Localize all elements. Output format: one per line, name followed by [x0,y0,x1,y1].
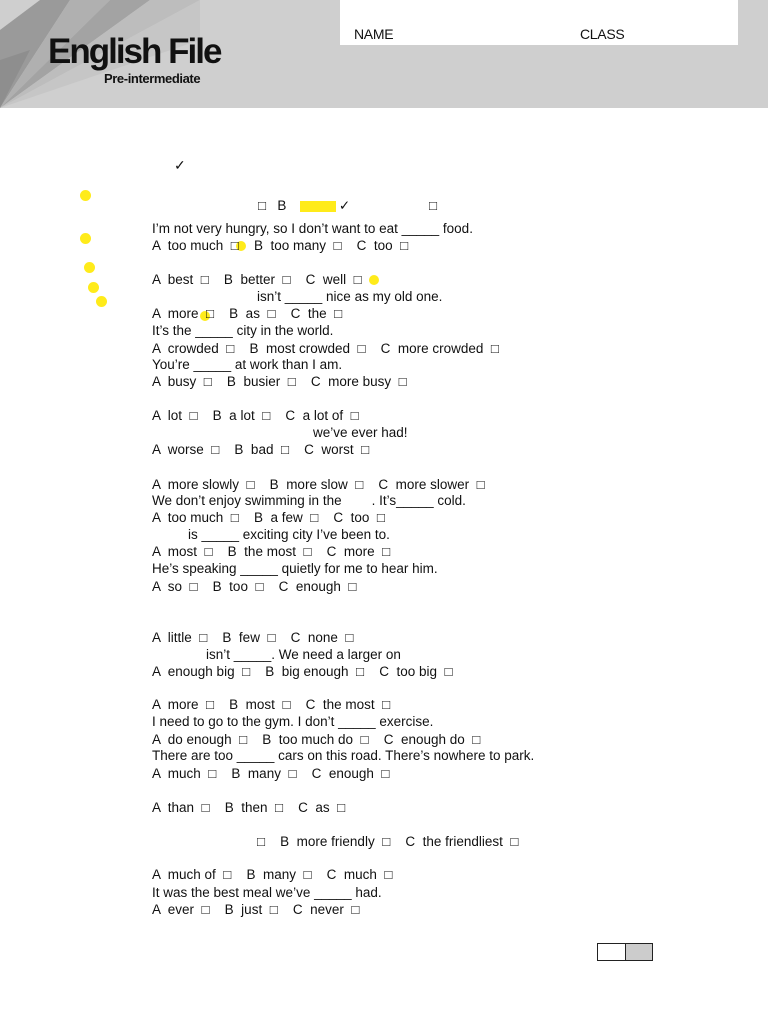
answer-options[interactable]: A lot □ B a lot □ C a lot of □ [152,408,359,423]
question-text: It’s the _____ city in the world. [152,323,334,338]
answer-options[interactable]: A crowded □ B most crowded □ C more crowded □ [152,341,500,356]
logo-subtitle: Pre-intermediate [104,71,201,86]
answer-options[interactable]: A too much □ B a few □ C too □ [152,510,386,525]
highlight-dot [369,275,379,285]
answer-options[interactable]: A more □ B as □ C the □ [152,306,343,321]
answer-options[interactable]: A more □ B most □ C the most □ [152,697,391,712]
answer-options[interactable]: A too much □ B too many □ C too □ [152,238,409,253]
example-answer-row: □ B ✓ □ [258,198,438,213]
question-text: He’s speaking _____ quietly for me to hear him. [152,561,438,576]
question-text: isn’t _____. We need a larger on [206,647,401,662]
answer-options[interactable]: A enough big □ B big enough □ C too big □ [152,664,453,679]
question-text: It was the best meal we’ve _____ had. [152,885,382,900]
class-label: CLASS [580,26,625,42]
check-mark-icon: ✓ [174,157,186,173]
answer-options[interactable]: A than □ B then □ C as □ [152,800,346,815]
question-text: is _____ exciting city I’ve been to. [188,527,390,542]
answer-options[interactable]: A much □ B many □ C enough □ [152,766,390,781]
answer-options[interactable]: A more slowly □ B more slow □ C more slower □ [152,477,485,492]
highlight-dot [84,262,95,273]
answer-options[interactable]: A worse □ B bad □ C worst □ [152,442,370,457]
name-class-box [340,0,738,45]
page-indicator-left [598,944,626,960]
answer-options[interactable]: A much of □ B many □ C much □ [152,867,393,882]
question-text: You’re _____ at work than I am. [152,357,343,372]
question-text: There are too _____ cars on this road. There’s nowhere to park. [152,748,535,763]
name-label: NAME [354,26,394,42]
answer-options[interactable]: A ever □ B just □ C never □ [152,902,360,917]
page-header [0,0,768,108]
answer-options[interactable]: A most □ B the most □ C more □ [152,544,391,559]
highlight-dot [96,296,107,307]
answer-options[interactable]: A busy □ B busier □ C more busy □ [152,374,407,389]
highlight-dot [80,190,91,201]
highlight-dot [80,233,91,244]
question-text: isn’t _____ nice as my old one. [257,289,443,304]
question-text: I need to go to the gym. I don’t _____ exercise. [152,714,434,729]
answer-options[interactable]: A do enough □ B too much do □ C enough do □ [152,732,481,747]
answer-options[interactable]: □ B more friendly □ C the friendliest □ [257,834,519,849]
question-text: we’ve ever had! [313,425,408,440]
question-text: We don’t enjoy swimming in the . It’s_____ cold. [152,493,466,508]
highlight-dot [88,282,99,293]
page-indicator-right [626,944,652,960]
answer-options[interactable]: A best □ B better □ C well □ [152,272,362,287]
page-indicator [597,943,653,961]
answer-options[interactable]: A so □ B too □ C enough □ [152,579,357,594]
question-text: I’m not very hungry, so I don’t want to eat _____ food. [152,221,473,236]
logo-title: English File [48,32,221,71]
answer-options[interactable]: A little □ B few □ C none □ [152,630,354,645]
